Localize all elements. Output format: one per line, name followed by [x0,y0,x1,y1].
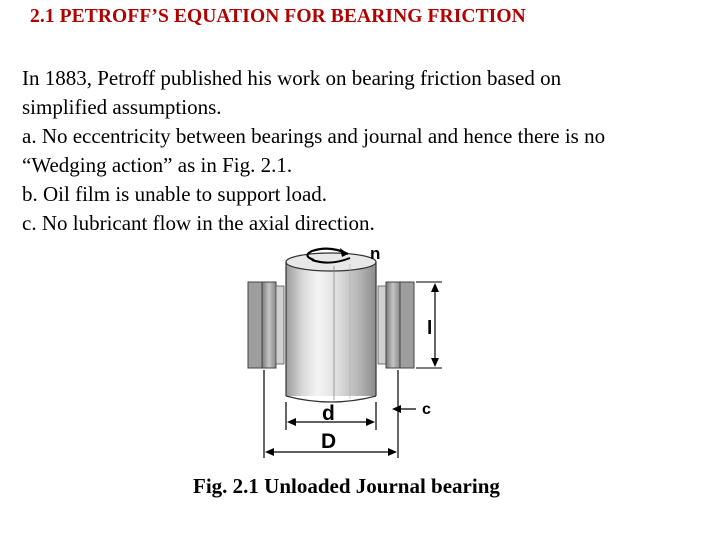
assumption-a-line-1: a. No eccentricity between bearings and journal and hence there is no [22,124,606,148]
label-d: d [322,402,335,425]
journal-bearing-diagram [230,242,460,468]
assumption-a-line-2: “Wedging action” as in Fig. 2.1. [22,153,293,177]
label-n: n [370,244,381,263]
journal-shaft [286,253,376,402]
label-l: l [427,318,433,339]
bearing-housing-right [378,282,414,368]
assumption-b: b. Oil film is unable to support load. [22,182,328,206]
body-text [22,64,712,238]
journal-bearing-figure [230,242,460,468]
body-line-intro-1: In 1883, Petroff published his work on bearing friction based on [22,66,562,90]
clearance-arrow-icon [392,405,416,413]
body-line-intro-2: simplified assumptions. [22,95,222,119]
label-D: D [321,430,337,453]
bearing-housing-left [248,282,284,368]
slide-title: 2.1 PETROFF’S EQUATION FOR BEARING FRICTION [30,6,526,27]
assumption-c: c. No lubricant flow in the axial direction. [22,211,375,235]
label-c: c [422,401,431,418]
figure-caption: Fig. 2.1 Unloaded Journal bearing [193,474,500,498]
